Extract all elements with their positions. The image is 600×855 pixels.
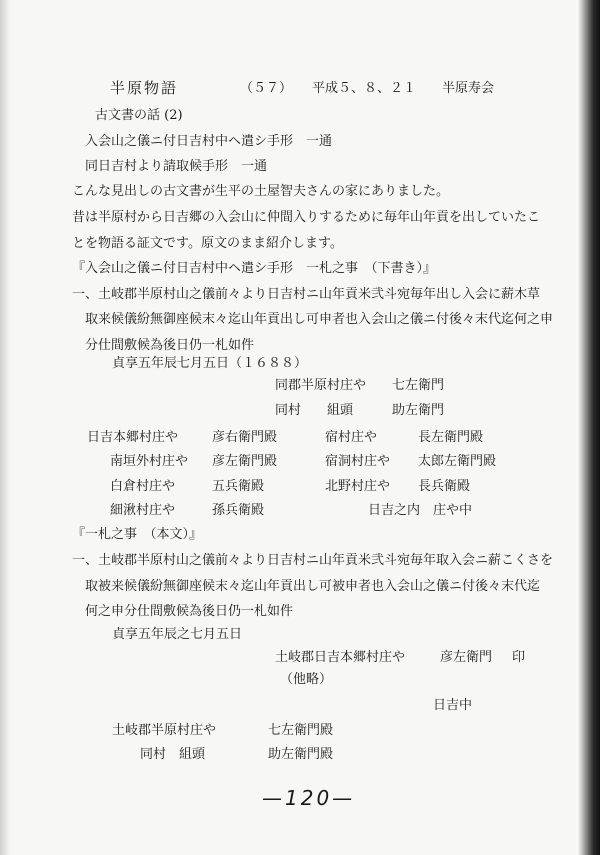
- main-signer-village: 土岐郡日吉本郷村庄や: [275, 650, 406, 665]
- draft-recipient-name: 長左衛門殿: [418, 430, 484, 445]
- draft-recipient-village: 宿村庄や: [325, 430, 378, 445]
- draft-recipient-name: 太郎左衛門殿: [418, 454, 497, 469]
- main-heading: 『一札之事 （本文）』: [72, 527, 203, 542]
- main-signer-name: 彦左衛門: [440, 650, 493, 665]
- header-author: 半原寿会: [442, 81, 495, 96]
- intro-line: とを物語る証文です。原文のまま紹介します。: [72, 236, 343, 251]
- omitted-note: （他略）: [280, 672, 333, 687]
- main-body-line: 取被来候儀紛無御座候末々迄山年貢出し可被申者也入会山之儀ニ付後々末代迄: [85, 579, 541, 594]
- addressee-village: 土岐郡半原村庄や: [112, 723, 217, 738]
- draft-sender-name: 七左衛門: [392, 378, 445, 393]
- page-right-edge: [578, 0, 600, 855]
- main-date: 貞享五年辰之七月五日: [112, 627, 243, 642]
- draft-recipient-name: 五兵衛殿: [212, 479, 265, 494]
- series-title: 半原物語: [110, 79, 179, 97]
- draft-sender-village: 同郡半原村庄や: [275, 378, 367, 393]
- addressee-name: 助左衛門殿: [268, 747, 334, 762]
- addressee-name: 七左衛門殿: [268, 723, 334, 738]
- seal-mark: 印: [512, 650, 526, 665]
- page-number: —120—: [262, 786, 356, 810]
- draft-recipient-name: 彦右衛門殿: [212, 430, 278, 445]
- draft-recipient-name: 彦左衛門殿: [212, 454, 278, 469]
- draft-body-line: 一、土岐郡半原村山之儀前々より日吉村ニ山年貢米弐斗宛毎年出し入会に薪木草: [72, 287, 541, 302]
- header-date: 平成５、８、２１: [312, 81, 417, 96]
- main-body-line: 一、土岐郡半原村山之儀前々より日吉村ニ山年貢米弐斗宛毎年取入会ニ薪こくさを: [72, 553, 554, 568]
- draft-recipient-village: 南垣外村庄や: [110, 454, 189, 469]
- draft-body-line: 取来候儀紛無御座候末々迄山年貢出し可申者也入会山之儀ニ付後々末代迄何之申: [85, 312, 554, 327]
- doc-title-2: 同日吉村より請取候手形 一通: [85, 159, 268, 174]
- draft-heading: 『入会山之儀ニ付日吉村中ヘ遣シ手形 一札之事 （下書き）』: [72, 261, 437, 276]
- draft-recipient-group: 日吉之内 庄や中: [368, 503, 473, 518]
- intro-line: こんな見出しの古文書が生平の土屋智夫さんの家にありました。: [72, 184, 450, 199]
- page-left-edge: [0, 0, 10, 855]
- draft-recipient-name: 長兵衛殿: [418, 479, 471, 494]
- draft-recipient-village: 白倉村庄や: [110, 479, 176, 494]
- series-number: （５７）: [240, 81, 293, 96]
- draft-body-line: 分仕間敷候為後日仍一札如件: [85, 338, 255, 353]
- addressed-to: 日吉中: [433, 698, 473, 713]
- doc-title-1: 入会山之儀ニ付日吉村中ヘ遣シ手形 一通: [85, 134, 333, 149]
- intro-line: 昔は半原村から日吉郷の入会山に仲間入りするために毎年山年貢を出していたこ: [72, 210, 541, 225]
- draft-sender-village: 同村 組頭: [275, 403, 354, 418]
- draft-sender-name: 助左衛門: [392, 403, 445, 418]
- draft-recipient-village: 北野村庄や: [325, 479, 391, 494]
- draft-date: 貞享五年辰七月五日（１６８８）: [112, 356, 308, 371]
- subtitle: 古文書の話 (2): [95, 108, 183, 123]
- main-body-line: 何之申分仕間敷候為後日仍一札如件: [85, 604, 294, 619]
- addressee-village: 同村 組頭: [140, 747, 206, 762]
- draft-recipient-village: 細湫村庄や: [110, 503, 176, 518]
- draft-recipient-village: 日吉本郷村庄や: [87, 430, 179, 445]
- draft-recipient-village: 宿洞村庄や: [325, 454, 391, 469]
- draft-recipient-name: 孫兵衛殿: [212, 503, 265, 518]
